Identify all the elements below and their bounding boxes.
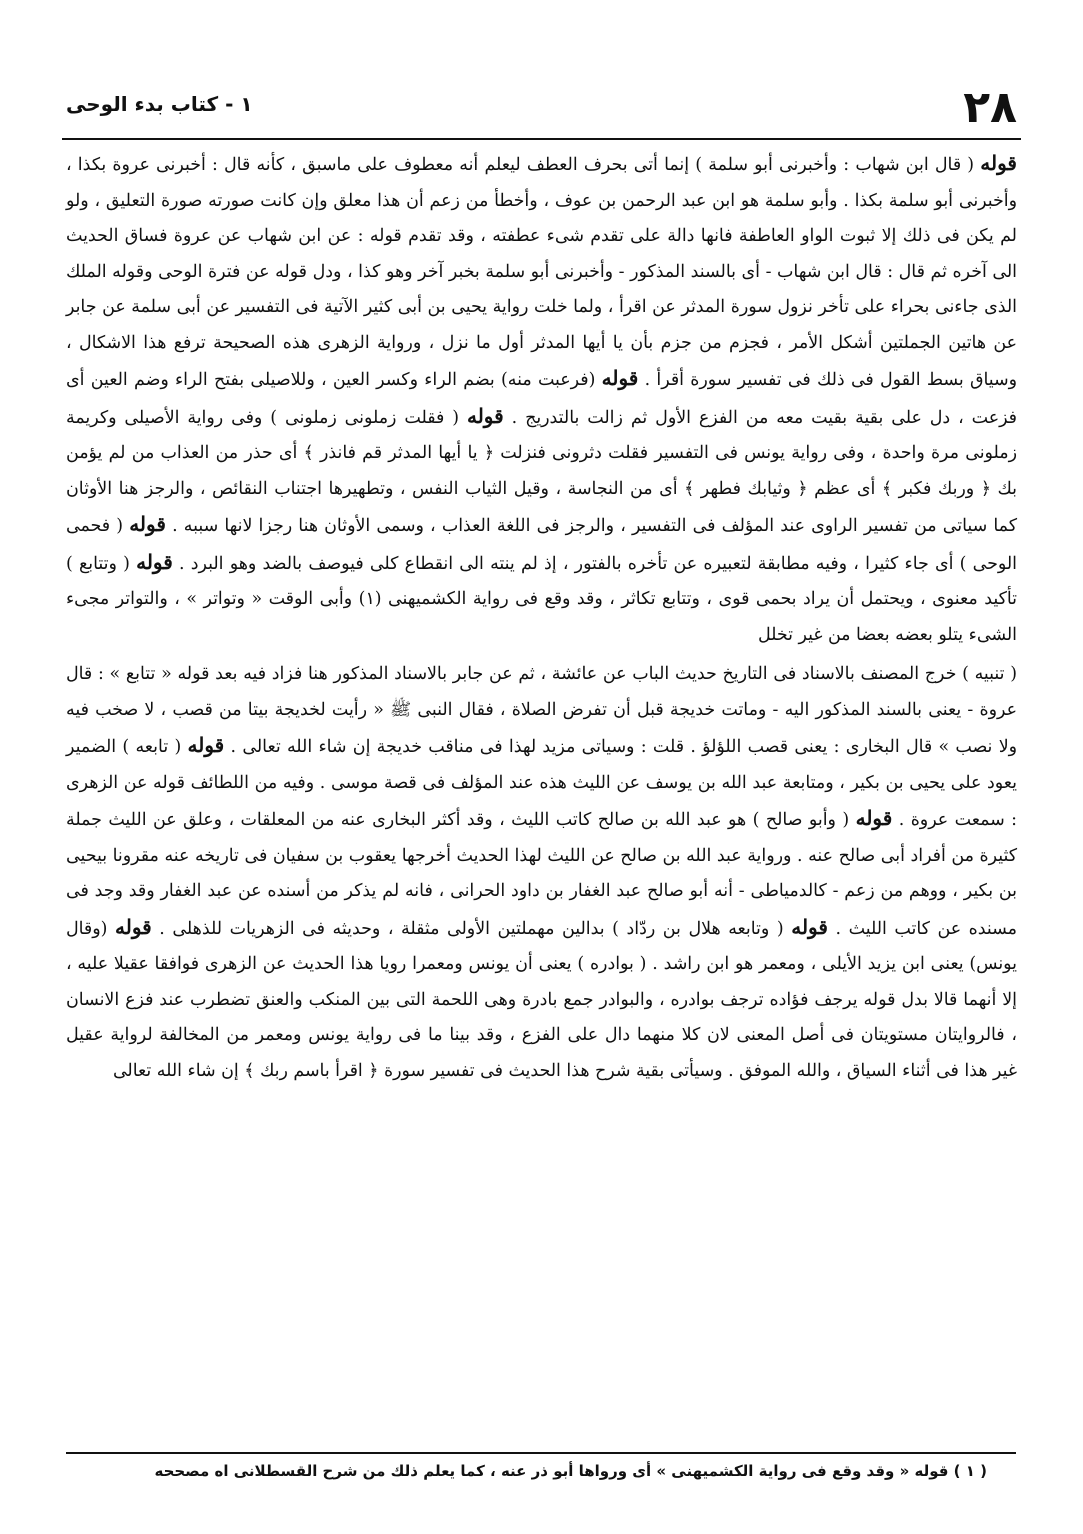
text-segment: ( وأبو صالح ) هو عبد الله بن صالح كاتب الليث ، وقد أكثر البخارى عنه من المعلقات ، وعلق عن الليث جملة كثيرة من أفراد أبى صالح عنه . ورواية عبد الله بن صالح عن الليث لهذا الحديث أخرجها يعقوب بن سفيان فى تاريخه عنه مقرونا بيحيى بن بكير ، ووهم من زعم - كالدمياطى - أنه أبو صالح عبد الغفار بن داود الحرانى ، فانه لم يذكر من أسنده عن عبد الغفار وقد وجد فى مسنده عن كاتب الليث . — [66, 810, 1017, 939]
footnote-divider — [66, 1452, 1016, 1454]
text-segment: ( تابعه ) الضمير يعود على يحيى بن بكير ، ومتابعة عبد الله بن يوسف عن الليث هذه عند المؤلف فى قصة موسى . وفيه من اللطائف قوله عن الزهرى : سمعت عروة . — [66, 737, 1017, 830]
text-segment: ( تنبيه ) خرج المصنف بالاسناد فى التاريخ حديث الباب عن عائشة ، ثم عن جابر بالاسناد المذكور هنا فزاد فيه بعد قوله « تتابع » : قال عروة - يعنى بالسند المذكور اليه - وماتت خديجة قبل أن تفرض الصلاة ، فقال النبى ﷺ « رأيت لخديجة بيتا من قصب ، لا صخب فيه ولا نصب » قال البخارى : يعنى قصب اللؤلؤ . قلت : وسياتى مزيد لهذا فى مناقب خديجة إن شاء الله تعالى . — [66, 664, 1018, 757]
text-segment: ( قال ابن شهاب : وأخبرنى أبو سلمة ) إنما أتى بحرف العطف ليعلم أنه معطوف على ماسبق ، كأنه قال : أخبرنى عروة بكذا ، وأخبرنى أبو سلمة بكذا . وأبو سلمة هو ابن عبد الرحمن بن عوف ، وأخطأ من زعم أن هذا معلق وإن كانت صورته صورة التعليق ، ولو لم يكن فى ذلك إلا ثبوت الواو العاطفة فانها دالة على تقدم شىء عطفته ، وقد تقدم قوله : عن ابن شهاب عن عروة فساق الحديث الى آخره ثم قال : قال ابن شهاب - أى بالسند المذكور - وأخبرنى أبو سلمة بخبر آخر وهو كذا ، ودل قوله عن فترة الوحى وقوله الملك الذى جاءنى بحراء على تأخر نزول سورة المدثر عن اقرأ ، ولما خلت رواية يحيى بن أبى كثير الآتية فى التفسير عن أبى سلمة عن جابر عن هاتين الجملتين أشكل الأمر ، فجزم من جزم بأن يا أيها المدثر أول ما نزل ، ورواية الزهرى هذه الصحيحة ترفع هذا الاشكال ، وسياق بسط القول فى ذلك فى تفسير سورة أقرأ . — [66, 155, 1017, 390]
keyword-qawluhu: قوله — [115, 914, 152, 939]
paragraph-2 — [66, 657, 1017, 1089]
keyword-qawluhu: قوله — [601, 366, 639, 390]
keyword-qawluhu: قوله — [855, 806, 893, 830]
keyword-qawluhu: قوله — [187, 733, 225, 757]
keyword-qawluhu: قوله — [466, 403, 504, 428]
keyword-qawluhu: قوله — [129, 512, 166, 536]
text-segment: ( وتتابع ) تأكيد معنوى ، ويحتمل أن يراد بحمى قوى ، وتتابع تكاثر ، وقد وقع فى رواية الكشميهنى (١) وأبى الوقت « وتواتر » ، والتواتر مجىء الشىء يتلو بعضه بعضا من غير تخلل — [66, 553, 1017, 645]
keyword-qawluhu: قوله — [980, 151, 1017, 175]
main-text — [66, 146, 1017, 1089]
book-title: ١ - كتاب بدء الوحى — [66, 92, 253, 116]
page-number: ٢٨ — [963, 82, 1017, 133]
text-segment: (فرعبت منه) بضم الراء وكسر العين ، وللاصيلى بفتح الراء وضم العين أى فزعت ، دل على بقية بقيت معه من الفزع الأول ثم زالت بالتدريج . — [66, 370, 1017, 428]
footnote: ( ١ ) قوله « وقد وقع فى رواية الكشميهنى » أى ورواها أبو ذر عنه ، كما يعلم ذلك من شرح القسطلانى اه مصححه — [154, 1462, 987, 1480]
keyword-qawluhu: قوله — [136, 549, 173, 574]
page-header — [62, 82, 1021, 140]
text-segment: (وقال يونس) يعنى ابن يزيد الأيلى ، ومعمر هو ابن راشد . ( بوادره ) يعنى أن يونس ومعمرا رويا هذا الحديث عن الزهرى فوافقا عقيلا عليه ، إلا أنهما قالا بدل قوله يرجف فؤاده ترجف بوادره ، والبوادر جمع بادرة وهى اللحمة التى بين المنكب والعنق تضطرب عند فزع الانسان ، فالروايتان مستويتان فى أصل المعنى لان كلا منهما دال على الفزع ، وقد بينا ما فى رواية يونس ومعمر من المخالفة لرواية عقيل غير هذا فى أثناء السياق ، والله الموفق . وسيأتى بقية شرح هذا الحديث فى تفسير سورة ﴿ اقرأ باسم ربك ﴾ إن شاء الله تعالى — [66, 918, 1017, 1081]
text-segment: ( فحمى الوحى ) أى جاء كثيرا ، وفيه مطابقة لتعبيره عن تأخره بالفتور ، إذ لم ينته الى انقطاع كلى فيوصف بالضد وهو البرد . — [66, 516, 1017, 574]
text-segment: ( فقلت زملونى زملونى ) وفى رواية الأصيلى وكريمة زملونى مرة واحدة ، وفى رواية يونس فى التفسير فقلت دثرونى فنزلت ﴿ يا أيها المدثر قم فانذر ﴾ أى حذر من العذاب من لم يؤمن بك ﴿ وربك فكبر ﴾ أى عظم ﴿ وثيابك فطهر ﴾ أى من النجاسة ، وقيل الثياب النفس ، وتطهيرها اجتناب النقائص ، والرجز هنا الأوثان كما سياتى من تفسير الراوى عند المؤلف فى التفسير ، والرجز فى اللغة العذاب ، وسمى الأوثان هنا رجزا لانها سببه . — [66, 407, 1017, 536]
text-segment: ( وتابعه هلال بن ردّاد ) بدالين مهملتين الأولى مثقلة ، وحديثه فى الزهريات للذهلى . — [151, 918, 792, 939]
keyword-qawluhu: قوله — [791, 914, 828, 939]
paragraph-1 — [66, 146, 1017, 653]
